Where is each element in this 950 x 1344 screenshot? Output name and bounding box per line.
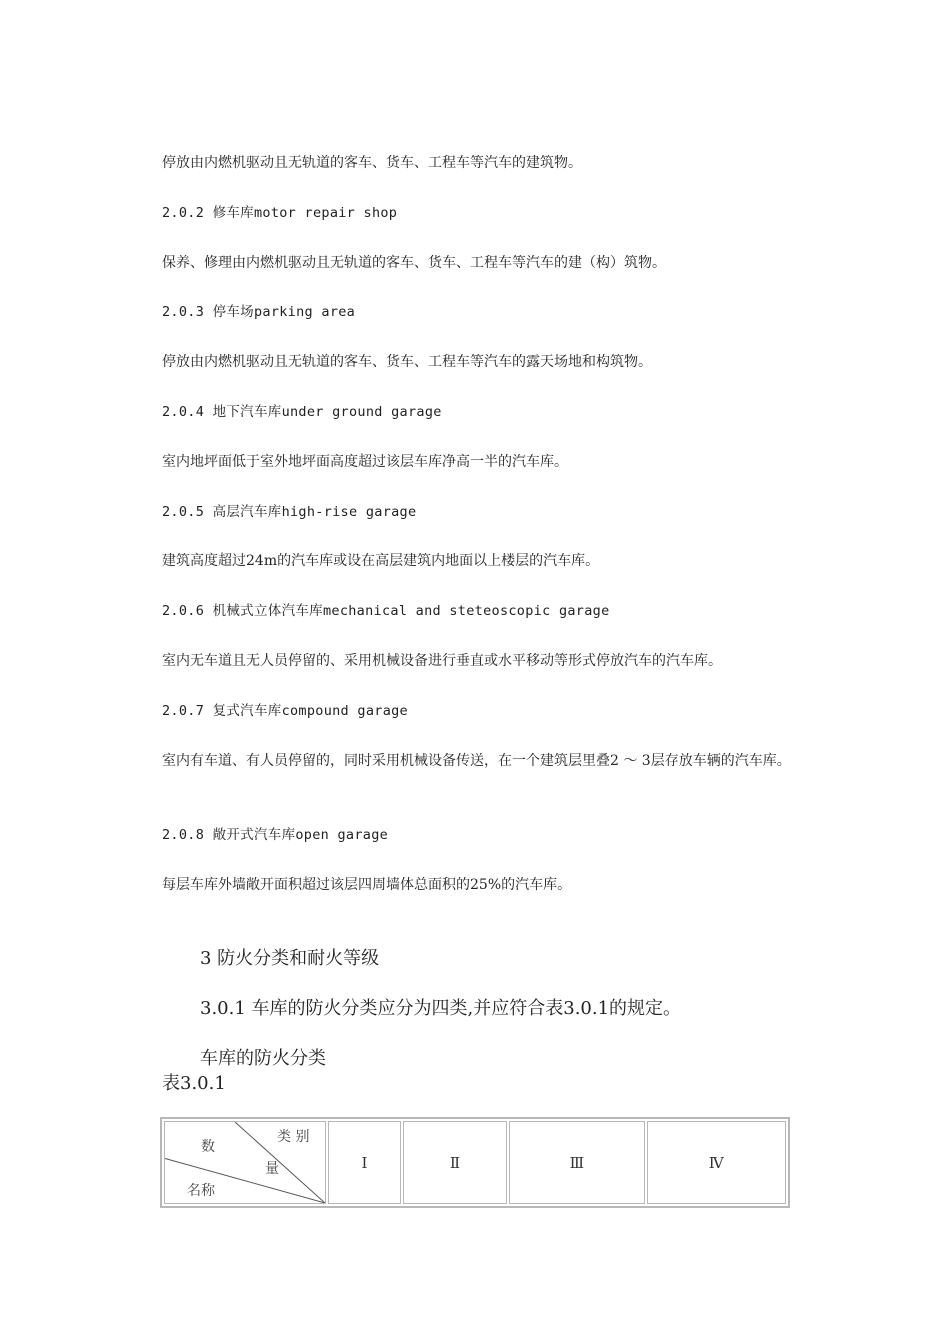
term-heading: 2.0.6 机械式立体汽车库mechanical and steteoscopic garage [162, 603, 610, 619]
definition-text: 每层车库外墙敞开面积超过该层四周墙体总面积的25%的汽车库。 [162, 877, 572, 893]
term-heading: 2.0.4 地下汽车库under ground garage [162, 404, 442, 420]
fire-classification-table [160, 1117, 790, 1208]
definition-text: 室内有车道、有人员停留的，同时采用机械设备传送，在一个建筑层里叠2 ～ 3层存放车辆的汽车库。 [162, 753, 791, 769]
category-label: 类 别 [277, 1129, 310, 1145]
name-label: 名称 [187, 1183, 215, 1199]
definition-text: 保养、修理由内燃机驱动且无轨道的客车、货车、工程车等汽车的建（构）筑物。 [162, 255, 666, 271]
section-heading: 3 防火分类和耐火等级 [200, 948, 380, 969]
term-heading: 2.0.3 停车场parking area [162, 304, 356, 320]
table-title: 车库的防火分类 [200, 1048, 326, 1069]
term-heading: 2.0.5 高层汽车库high-rise garage [162, 504, 417, 520]
column-header-2: Ⅱ [403, 1121, 507, 1204]
quantity-label-part2: 量 [265, 1161, 279, 1177]
term-heading: 2.0.8 敞开式汽车库open garage [162, 827, 389, 843]
column-header-3: Ⅲ [509, 1121, 644, 1204]
definition-text: 建筑高度超过24m的汽车库或设在高层建筑内地面以上楼层的汽车库。 [162, 553, 600, 569]
definition-text: 停放由内燃机驱动且无轨道的客车、货车、工程车等汽车的露天场地和构筑物。 [162, 354, 652, 370]
definition-text: 室内地坪面低于室外地坪面高度超过该层车库净高一半的汽车库。 [162, 454, 568, 470]
definition-text: 室内无车道且无人员停留的、采用机械设备进行垂直或水平移动等形式停放汽车的汽车库。 [162, 653, 722, 669]
definition-text: 停放由内燃机驱动且无轨道的客车、货车、工程车等汽车的建筑物。 [162, 155, 582, 171]
column-header-4: Ⅳ [647, 1121, 786, 1204]
quantity-label-part1: 数 [201, 1139, 215, 1155]
table-number: 表3.0.1 [162, 1073, 226, 1094]
clause-text: 3.0.1 车库的防火分类应分为四类,并应符合表3.0.1的规定。 [200, 998, 682, 1019]
diagonal-header-cell [164, 1121, 326, 1204]
column-header-1: Ⅰ [328, 1121, 401, 1204]
term-heading: 2.0.7 复式汽车库compound garage [162, 703, 408, 719]
term-heading: 2.0.2 修车库motor repair shop [162, 205, 398, 221]
